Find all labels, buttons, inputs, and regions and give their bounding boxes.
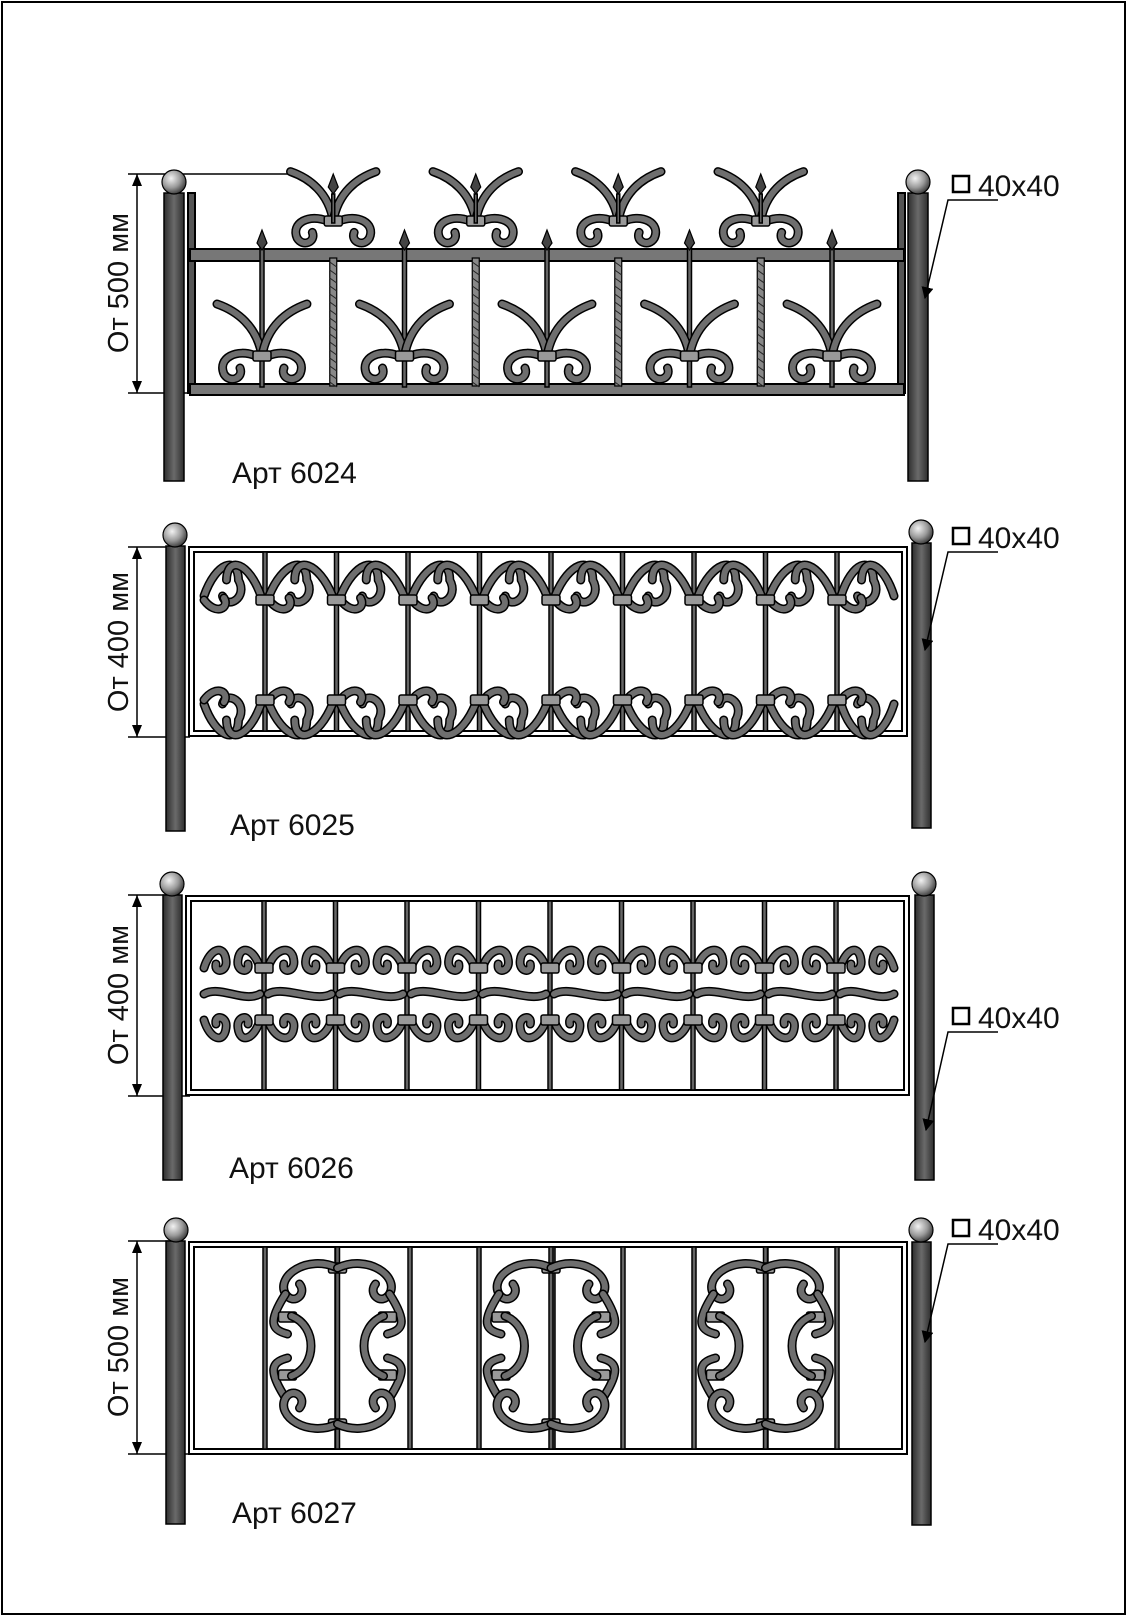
collar-clamp	[827, 963, 845, 973]
post-size-label: 40x40	[978, 170, 1060, 203]
collar-clamp	[327, 963, 345, 973]
collar-clamp	[685, 595, 703, 605]
collar-clamp	[757, 695, 775, 705]
picket-bar	[688, 248, 692, 387]
collar-clamp	[685, 695, 703, 705]
post-cap-ball	[162, 170, 186, 194]
collar-clamp	[684, 1015, 702, 1025]
article-label: Арт 6024	[232, 457, 357, 490]
collar-clamp	[681, 351, 699, 361]
collar-clamp	[399, 695, 417, 705]
post-cap-ball	[912, 872, 936, 896]
collar-clamp	[253, 351, 271, 361]
collar-clamp	[613, 963, 631, 973]
post-right	[912, 872, 936, 1180]
picket-bar	[408, 1247, 412, 1449]
collar-clamp	[756, 1015, 774, 1025]
picket-bar	[474, 194, 477, 223]
picket-bar	[759, 194, 762, 223]
post-cap-ball	[163, 523, 187, 547]
picket-bar	[545, 248, 549, 387]
post-left	[162, 170, 186, 481]
collar-clamp	[614, 595, 632, 605]
collar-clamp	[684, 963, 702, 973]
height-label: От 400 мм	[103, 571, 135, 713]
height-label: От 400 мм	[103, 924, 135, 1066]
collar-clamp	[398, 963, 416, 973]
collar-clamp	[256, 595, 274, 605]
picket-bar	[260, 248, 264, 387]
collar-clamp	[471, 695, 489, 705]
post-cap-ball	[906, 170, 930, 194]
collar-clamp	[256, 695, 274, 705]
height-label: От 500 мм	[103, 1276, 135, 1418]
post-cap-ball	[164, 1218, 188, 1242]
picket-bar	[621, 1247, 625, 1449]
picket-bar	[835, 1247, 839, 1449]
collar-clamp	[396, 351, 414, 361]
post-left	[160, 872, 184, 1180]
collar-clamp	[328, 595, 346, 605]
picket-bar	[477, 1247, 481, 1449]
collar-clamp	[828, 695, 846, 705]
post-size-label: 40x40	[978, 1214, 1060, 1247]
picket-bar	[830, 248, 834, 387]
collar-clamp	[757, 595, 775, 605]
picket-bar	[403, 248, 407, 387]
post-right	[909, 520, 933, 828]
article-label: Арт 6025	[230, 809, 355, 842]
collar-clamp	[471, 595, 489, 605]
collar-clamp	[823, 351, 841, 361]
post-size-label: 40x40	[978, 522, 1060, 555]
height-label: От 500 мм	[103, 212, 135, 354]
collar-clamp	[327, 1015, 345, 1025]
post-left	[163, 523, 187, 831]
post-left	[164, 1218, 188, 1524]
collar-clamp	[542, 695, 560, 705]
post-cap-ball	[909, 1218, 933, 1242]
collar-clamp	[541, 1015, 559, 1025]
picket-bar	[692, 1247, 696, 1449]
article-label: Арт 6027	[232, 1497, 357, 1530]
collar-clamp	[399, 595, 417, 605]
collar-clamp	[538, 351, 556, 361]
collar-clamp	[542, 595, 560, 605]
collar-clamp	[255, 1015, 273, 1025]
post-cap-ball	[160, 872, 184, 896]
collar-clamp	[398, 1015, 416, 1025]
collar-clamp	[828, 595, 846, 605]
post-right	[909, 1218, 933, 1525]
collar-clamp	[613, 1015, 631, 1025]
collar-clamp	[541, 963, 559, 973]
collar-clamp	[255, 963, 273, 973]
picket-bar	[263, 1247, 267, 1449]
collar-clamp	[470, 1015, 488, 1025]
collar-clamp	[470, 963, 488, 973]
post-size-label: 40x40	[978, 1002, 1060, 1035]
collar-clamp	[614, 695, 632, 705]
picket-bar	[617, 194, 620, 223]
collar-clamp	[756, 963, 774, 973]
article-label: Арт 6026	[229, 1152, 354, 1185]
post-cap-ball	[909, 520, 933, 544]
picket-bar	[332, 194, 335, 223]
collar-clamp	[328, 695, 346, 705]
post-right	[906, 170, 930, 481]
collar-clamp	[827, 1015, 845, 1025]
